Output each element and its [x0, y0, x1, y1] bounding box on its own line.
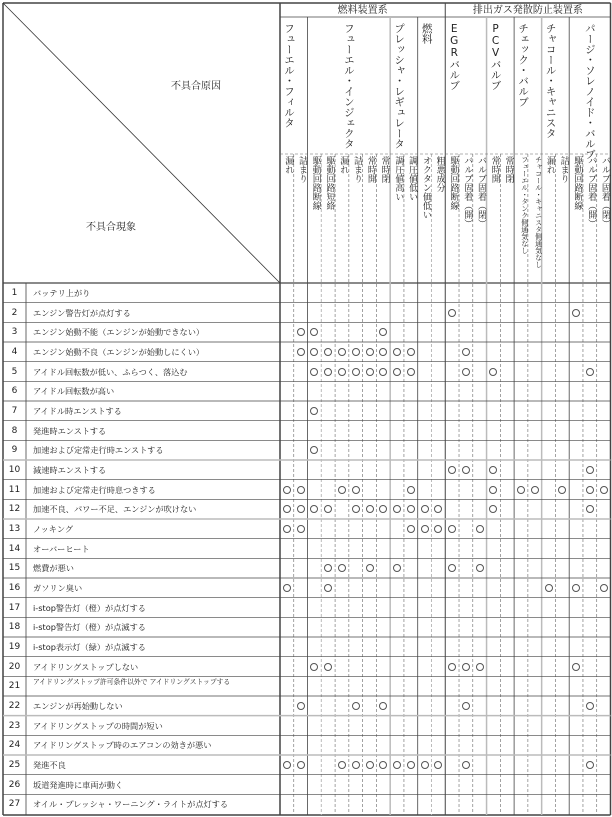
symptom-label: オーバーヒート [33, 543, 90, 554]
cause-mark-circle [421, 505, 429, 513]
row-number: 21 [8, 681, 21, 692]
cause-mark-circle [379, 328, 387, 336]
cause-mark-circle [393, 761, 401, 769]
symptom-label: i-stop表示灯（緑）が点滅する [33, 641, 146, 652]
component-label: チャコール・キャニスタ [544, 23, 557, 139]
cause-mark-circle [462, 348, 470, 356]
component-label: フューエル・フィルタ [283, 23, 295, 128]
failure-mode-label: バルブ固着（閉） [475, 156, 486, 228]
cause-mark-circle [558, 486, 566, 494]
row-number: 4 [11, 346, 18, 357]
failure-mode-label: 詰まり [352, 156, 363, 183]
failure-mode-label: 漏れ [338, 156, 349, 174]
row-number: 3 [11, 327, 18, 338]
cause-mark-circle [366, 505, 374, 513]
cause-mark-circle [600, 486, 608, 494]
row-number: 12 [8, 504, 21, 515]
cause-mark-circle [407, 505, 415, 513]
symptom-label: 燃費が悪い [33, 563, 74, 574]
failure-mode-label: 常時開 [489, 156, 500, 183]
failure-mode-label: 詰まり [558, 156, 569, 183]
cause-mark-circle [352, 348, 360, 356]
row-number: 15 [8, 563, 21, 574]
cause-mark-circle [407, 761, 415, 769]
cause-mark-circle [297, 525, 305, 533]
symptom-label: アイドル回転数が高い [33, 386, 115, 397]
cause-mark-circle [572, 584, 580, 592]
failure-mode-label: 常時閉 [379, 156, 390, 183]
row-number: 26 [8, 779, 21, 790]
cause-mark-circle [338, 348, 346, 356]
cause-mark-circle [379, 348, 387, 356]
cause-mark-circle [310, 348, 318, 356]
row-number: 7 [11, 405, 18, 416]
cause-mark-circle [545, 584, 553, 592]
cause-mark-circle [310, 663, 318, 671]
cause-mark-circle [366, 564, 374, 572]
cause-mark-circle [586, 486, 594, 494]
cause-mark-circle [448, 564, 456, 572]
row-number: 17 [8, 602, 21, 613]
row-number: 23 [8, 720, 21, 731]
failure-mode-label: 粗悪成分 [434, 156, 445, 192]
cause-mark-circle [324, 663, 332, 671]
cause-mark-circle [310, 505, 318, 513]
failure-mode-label: 常時閉 [503, 156, 514, 183]
row-number: 20 [8, 661, 21, 672]
cause-mark-circle [586, 702, 594, 710]
component-label: EGRバルブ [448, 23, 461, 91]
cause-mark-circle [586, 466, 594, 474]
row-number: 14 [8, 543, 21, 554]
cause-mark-circle [324, 564, 332, 572]
symptom-label: 加速および定常走行時エンストする [33, 445, 164, 456]
symptom-axis-label: 不具合現象 [86, 222, 136, 233]
failure-mode-label: 駆動回路断線 [448, 156, 459, 210]
cause-mark-circle [517, 486, 525, 494]
cause-mark-circle [448, 663, 456, 671]
cause-mark-circle [310, 368, 318, 376]
cause-mark-circle [421, 525, 429, 533]
symptom-label: アイドル時エンストする [33, 405, 122, 416]
row-number: 25 [8, 759, 21, 770]
cause-mark-circle [448, 466, 456, 474]
failure-mode-label: フューエル・タンク側通気なし [520, 156, 529, 254]
row-number: 10 [8, 464, 21, 475]
symptom-label: エンジン警告灯が点灯する [33, 307, 131, 318]
row-number: 11 [8, 484, 21, 495]
cause-mark-circle [462, 702, 470, 710]
cause-mark-circle [489, 368, 497, 376]
cause-mark-circle [297, 761, 305, 769]
symptom-label: 発進時エンストする [33, 425, 107, 436]
cause-mark-circle [324, 348, 332, 356]
symptom-label: i-stop警告灯（橙）が点灯する [33, 602, 146, 613]
row-number: 16 [8, 582, 21, 593]
cause-mark-circle [366, 368, 374, 376]
symptom-label: 発進不良 [33, 759, 66, 770]
symptom-label: アイドリングストップの時間が短い [33, 720, 163, 731]
failure-mode-label: 調圧値高い [393, 156, 404, 201]
symptom-label: ノッキング [33, 523, 74, 534]
cause-mark-circle [297, 348, 305, 356]
cause-mark-circle [489, 486, 497, 494]
cause-mark-circle [421, 761, 429, 769]
cause-mark-circle [352, 702, 360, 710]
failure-mode-label: 駆動回路断線 [572, 156, 583, 210]
cause-mark-circle [366, 348, 374, 356]
row-number: 13 [8, 523, 21, 534]
symptom-label: バッテリ上がり [33, 287, 91, 298]
symptom-label: エンジンが再始動しない [33, 700, 123, 711]
row-number: 9 [11, 445, 18, 456]
cause-mark-circle [283, 584, 291, 592]
cause-mark-circle [448, 309, 456, 317]
failure-mode-label: バルブ固着（開） [586, 156, 597, 228]
failure-mode-label: 駆動回路短絡 [324, 156, 335, 210]
failure-mode-label: 調圧値低い [407, 156, 418, 201]
symptom-label: 坂道発進時に車両が動く [33, 779, 124, 790]
cause-mark-circle [407, 525, 415, 533]
failure-mode-label: 漏れ [544, 156, 555, 174]
system-label: 排出ガス発散防止装置系 [472, 5, 583, 16]
cause-mark-circle [366, 761, 374, 769]
failure-mode-label: 常時開 [365, 156, 376, 183]
symptom-label: 加速不良、パワー不足、エンジンが吹けない [33, 504, 197, 515]
cause-mark-circle [379, 505, 387, 513]
cause-mark-circle [352, 368, 360, 376]
cause-mark-circle [297, 486, 305, 494]
cause-mark-circle [434, 761, 442, 769]
cause-mark-circle [310, 407, 318, 415]
cause-mark-circle [352, 761, 360, 769]
cause-mark-circle [572, 309, 580, 317]
cause-mark-circle [283, 486, 291, 494]
failure-mode-label: 漏れ [283, 156, 294, 174]
component-label: プレッシャ・レギュレータ [393, 23, 406, 149]
cause-mark-circle [434, 505, 442, 513]
failure-mode-label: 詰まり [296, 156, 307, 183]
cause-mark-circle [379, 761, 387, 769]
component-label: 燃料 [420, 23, 433, 44]
cause-mark-circle [352, 486, 360, 494]
cause-mark-circle [338, 761, 346, 769]
row-number: 8 [11, 425, 18, 436]
cause-mark-circle [324, 505, 332, 513]
symptom-label: 加速および定常走行時息つきする [33, 484, 156, 495]
cause-axis-label: 不具合原因 [171, 81, 221, 92]
cause-mark-circle [352, 505, 360, 513]
cause-mark-circle [283, 525, 291, 533]
cause-mark-circle [283, 505, 291, 513]
cause-mark-circle [338, 486, 346, 494]
cause-mark-circle [586, 505, 594, 513]
cause-mark-circle [448, 525, 456, 533]
cause-mark-circle [393, 348, 401, 356]
cause-mark-circle [476, 564, 484, 572]
symptom-label: i-stop警告灯（橙）が点滅する [33, 622, 146, 633]
row-number: 1 [11, 287, 18, 298]
cause-mark-circle [393, 564, 401, 572]
cause-mark-circle [283, 761, 291, 769]
cause-mark-circle [338, 368, 346, 376]
component-label: チェック・バルブ [517, 23, 530, 107]
cause-mark-circle [407, 368, 415, 376]
cause-mark-circle [462, 466, 470, 474]
symptom-label: ガソリン臭い [33, 582, 83, 593]
cause-mark-circle [393, 505, 401, 513]
row-number: 5 [11, 366, 18, 377]
cause-mark-circle [310, 446, 318, 454]
failure-mode-label: 駆動回路断線 [310, 156, 321, 210]
cause-mark-circle [462, 663, 470, 671]
row-number: 22 [8, 700, 21, 711]
cause-mark-circle [338, 564, 346, 572]
system-label: 燃料装置系 [337, 5, 388, 16]
cause-mark-circle [407, 348, 415, 356]
row-number: 27 [8, 799, 21, 810]
cause-mark-circle [379, 702, 387, 710]
component-label: パージ・ソレノイド・バルブ [583, 23, 596, 160]
row-number: 6 [11, 386, 18, 397]
symptom-label: アイドリングストップ許可条件以外で アイドリングストップする [33, 678, 231, 687]
cause-mark-circle [297, 505, 305, 513]
cause-mark-circle [434, 525, 442, 533]
cause-mark-circle [379, 368, 387, 376]
row-number: 18 [8, 622, 21, 633]
failure-mode-label: バルブ固着（閉） [599, 156, 610, 228]
symptom-label: アイドリングストップ時のエアコンの効きが悪い [33, 740, 212, 751]
cause-mark-circle [476, 525, 484, 533]
component-label: PCVバルブ [489, 23, 502, 91]
row-number: 2 [11, 307, 18, 318]
symptom-label: エンジン始動不能（エンジンが始動できない） [33, 327, 205, 338]
cause-mark-circle [531, 486, 539, 494]
cause-mark-circle [476, 663, 484, 671]
cause-mark-circle [324, 368, 332, 376]
symptom-label: オイル・プレッシャ・ワーニング・ライトが点灯する [33, 799, 229, 810]
cause-mark-circle [572, 663, 580, 671]
cause-mark-circle [489, 466, 497, 474]
cause-mark-circle [586, 761, 594, 769]
component-label: フューエル・インジェクタ [342, 23, 355, 149]
cause-mark-circle [462, 761, 470, 769]
failure-mode-label: オクタン価低い [420, 156, 431, 219]
cause-mark-circle [489, 505, 497, 513]
cause-mark-circle [600, 584, 608, 592]
cause-mark-circle [462, 368, 470, 376]
row-number: 24 [8, 740, 21, 751]
cause-mark-circle [297, 702, 305, 710]
symptom-label: アイドリングストップしない [33, 661, 139, 672]
failure-mode-label: バルブ固着（開） [462, 156, 473, 228]
failure-mode-label: チャコール・キャニスタ側通気なし [534, 156, 543, 268]
cause-mark-circle [324, 584, 332, 592]
symptom-label: 減速時エンストする [33, 464, 107, 475]
row-number: 19 [8, 641, 21, 652]
cause-mark-circle [586, 368, 594, 376]
symptom-label: エンジン始動不良（エンジンが始動しにくい） [33, 346, 205, 357]
cause-mark-circle [393, 368, 401, 376]
symptom-label: アイドル回転数が低い、ふらつく、落込む [33, 366, 188, 377]
cause-mark-circle [407, 486, 415, 494]
cause-mark-circle [297, 328, 305, 336]
cause-mark-circle [310, 328, 318, 336]
